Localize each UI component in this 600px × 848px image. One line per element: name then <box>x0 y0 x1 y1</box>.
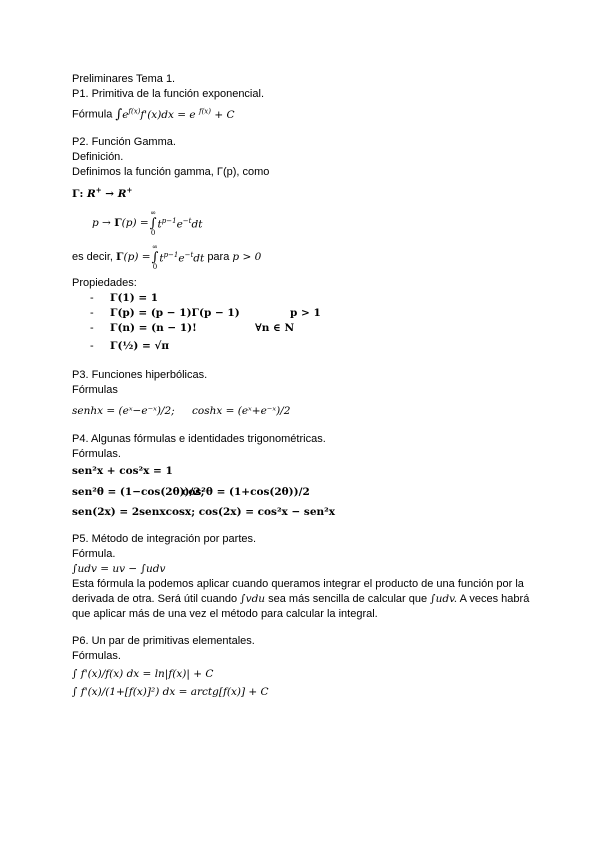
p1-formula-label: Fórmula <box>72 108 113 121</box>
p4-formulas-label: Fórmulas. <box>72 448 121 460</box>
p5-formula-label: Fórmula. <box>72 548 116 560</box>
p3-senh: senhx = (eˣ−e⁻ˣ)/2; <box>72 404 175 417</box>
p2-map: Γ: R+ → R+ <box>72 185 133 200</box>
p4-identity-2-3 <box>72 483 532 501</box>
p2-para-label: para <box>207 250 230 263</box>
list-item: - Γ(½) = √π <box>90 339 170 352</box>
p3-formulas-label: Fórmulas <box>72 384 118 396</box>
p3-cosh: coshx = (eˣ+e⁻ˣ)/2 <box>192 404 291 417</box>
p2-para-cond: p > 0 <box>232 250 262 263</box>
p4-identity-4: sen(2x) = 2senxcosx; cos(2x) = cos²x − sen²x <box>72 506 336 518</box>
list-item: - Γ(p) = (p − 1)Γ(p − 1) p > 1 <box>90 307 321 319</box>
p5-heading: P5. Método de integración por partes. <box>72 533 257 545</box>
p4-heading: P4. Algunas fórmulas e identidades trigonométricas. <box>72 433 326 445</box>
p2-properties-list <box>90 291 532 356</box>
document-page <box>72 72 532 700</box>
p2-es-decir-prefix: es decir, <box>72 250 113 263</box>
p4-sen2: sen²θ = (1−cos(2θ))/2; <box>72 485 205 498</box>
document-title: Preliminares Tema 1. <box>72 73 176 85</box>
p5-paragraph: Esta fórmula la podemos aplicar cuando queramos integrar el producto de una función por la derivada de otra. Será útil cuando ∫vdu sea más sencilla de calcular que ∫udv. A veces habrá que aplicar más de una vez el método para calcular la integral. <box>72 578 530 620</box>
p2-definition-label: Definición. <box>72 150 124 163</box>
p2-es-decir-line: es decir, Γ(p) = ∞ ∫ 0 $t^{p-1}e^{-t}dt$ para p > 0 <box>72 242 262 271</box>
p5-formula: ∫udv = uv − ∫udv <box>72 563 166 575</box>
p4-cos2: cos²θ = (1+cos(2θ))/2 <box>182 485 310 498</box>
list-item: - Γ(1) = 1 <box>90 292 159 304</box>
p1-heading: P1. Primitiva de la función exponencial. <box>72 88 264 100</box>
p3-heading: P3. Funciones hiperbólicas. <box>72 369 208 381</box>
p2-definition-formula: p → Γ(p) = ∞ ∫ 0 $t^{p-1}e^{-t}dt$ <box>92 208 203 237</box>
p6-formula-2: ∫ f'(x)/(1+[f(x)]²) dx = arctg[f(x)] + C <box>72 686 269 698</box>
p6-heading: P6. Un par de primitivas elementales. <box>72 635 255 647</box>
p2-properties-label: Propiedades: <box>72 277 137 289</box>
p3-formulas <box>72 402 532 420</box>
p1-formula: $\int e^{f(x)}f'(x)dx = e$ $^{f(x)}$ + C <box>115 106 235 122</box>
p1-formula-line <box>72 104 532 123</box>
p4-identity-1: sen²x + cos²x = 1 <box>72 465 173 477</box>
p6-formula-1: ∫ f'(x)/f(x) dx = ln|f(x)| + C <box>72 668 214 680</box>
list-item: - Γ(n) = (n − 1)! ∀n ∈ N <box>90 322 295 334</box>
p2-heading: P2. Función Gamma. <box>72 135 176 148</box>
p6-formulas-label: Fórmulas. <box>72 650 121 662</box>
p2-es-decir-expr: Γ(p) = <box>116 250 151 263</box>
p2-intro: Definimos la función gamma, Γ(p), como <box>72 165 270 178</box>
